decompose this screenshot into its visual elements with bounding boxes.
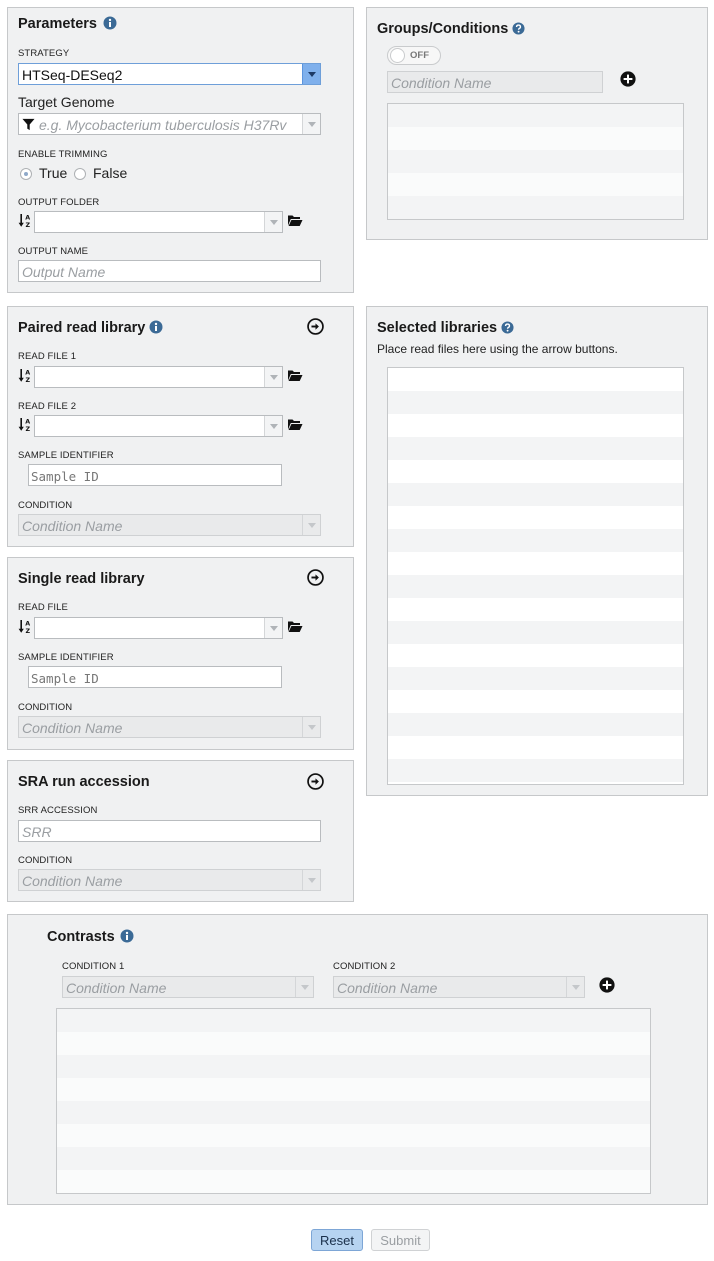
selected-help-text: Place read files here using the arrow buttons. (377, 342, 618, 356)
read-file-label: READ FILE (18, 602, 68, 613)
folder-open-icon[interactable] (287, 214, 303, 227)
grid-row (388, 173, 683, 196)
grid-row (57, 1147, 650, 1170)
contrasts-title: Contrasts (47, 929, 115, 945)
question-icon[interactable] (501, 321, 514, 334)
chevron-down-icon[interactable] (302, 64, 320, 84)
grid-row (57, 1170, 650, 1193)
trimming-false-radio[interactable] (74, 168, 86, 180)
grid-row (57, 1009, 650, 1032)
chevron-down-icon[interactable] (264, 416, 282, 436)
sample-id-input[interactable] (28, 666, 282, 688)
condition-2-placeholder: Condition Name (337, 980, 438, 996)
output-name-label: OUTPUT NAME (18, 246, 89, 257)
target-genome-select[interactable] (18, 113, 321, 135)
grid-row (388, 391, 683, 414)
grid-row (57, 1124, 650, 1147)
strategy-label: STRATEGY (18, 48, 70, 59)
read-file-2-label: READ FILE 2 (18, 401, 77, 412)
folder-open-icon[interactable] (287, 369, 303, 382)
output-folder-label: OUTPUT FOLDER (18, 197, 100, 208)
arrow-right-circle-icon[interactable] (307, 773, 324, 790)
strategy-value: HTSeq-DESeq2 (22, 67, 123, 83)
grid-row (388, 690, 683, 713)
question-icon[interactable] (512, 22, 525, 35)
srr-placeholder: SRR (22, 824, 52, 840)
grid-row (388, 437, 683, 460)
grid-row (388, 529, 683, 552)
chevron-down-icon[interactable] (566, 977, 584, 997)
toggle-text: OFF (410, 50, 429, 61)
strategy-select[interactable] (18, 63, 321, 85)
condition-2-label: CONDITION 2 (333, 961, 396, 972)
srr-accession-label: SRR ACCESSION (18, 805, 98, 816)
grid-row (388, 196, 683, 219)
contrasts-grid (56, 1008, 651, 1194)
trimming-true-radio[interactable] (20, 168, 32, 180)
read-file-1-select[interactable] (34, 366, 283, 388)
contrasts-panel (7, 914, 708, 1205)
parameters-title: Parameters (18, 16, 97, 32)
chevron-down-icon[interactable] (264, 618, 282, 638)
sra-condition-select[interactable] (18, 869, 321, 891)
sort-alpha-icon[interactable] (18, 213, 32, 228)
chevron-down-icon[interactable] (264, 367, 282, 387)
grid-row (388, 104, 683, 127)
trimming-label: ENABLE TRIMMING (18, 149, 108, 160)
chevron-down-icon[interactable] (302, 717, 320, 737)
output-name-placeholder: Output Name (22, 264, 106, 280)
grid-row (388, 414, 683, 437)
grid-row (388, 127, 683, 150)
grid-row (388, 552, 683, 575)
chevron-down-icon[interactable] (302, 114, 320, 134)
grid-row (388, 506, 683, 529)
grid-row (57, 1032, 650, 1055)
sample-id-placeholder: Sample ID (31, 469, 99, 484)
output-name-input[interactable] (18, 260, 321, 282)
chevron-down-icon[interactable] (302, 870, 320, 890)
condition-placeholder: Condition Name (22, 873, 123, 889)
condition-1-select[interactable] (62, 976, 314, 998)
read-file-1-label: READ FILE 1 (18, 351, 77, 362)
add-contrast-icon[interactable] (599, 977, 615, 993)
grid-row (57, 1055, 650, 1078)
read-file-2-select[interactable] (34, 415, 283, 437)
grid-row (388, 667, 683, 690)
sort-alpha-icon[interactable] (18, 619, 32, 634)
grid-row (388, 759, 683, 782)
grid-row (388, 150, 683, 173)
info-icon[interactable] (103, 16, 117, 30)
folder-open-icon[interactable] (287, 418, 303, 431)
sample-id-placeholder: Sample ID (31, 671, 99, 686)
output-folder-select[interactable] (34, 211, 283, 233)
sample-identifier-label: SAMPLE IDENTIFIER (18, 652, 114, 663)
sort-alpha-icon[interactable] (18, 368, 32, 383)
group-condition-input[interactable] (387, 71, 603, 93)
reset-button[interactable]: Reset (311, 1229, 363, 1251)
condition-label: CONDITION (18, 855, 73, 866)
folder-open-icon[interactable] (287, 620, 303, 633)
sample-identifier-label: SAMPLE IDENTIFIER (18, 450, 114, 461)
group-condition-placeholder: Condition Name (391, 75, 492, 91)
single-condition-select[interactable] (18, 716, 321, 738)
info-icon[interactable] (149, 320, 163, 334)
chevron-down-icon[interactable] (302, 515, 320, 535)
grid-row (57, 1078, 650, 1101)
condition-label: CONDITION (18, 500, 73, 511)
info-icon[interactable] (120, 929, 134, 943)
chevron-down-icon[interactable] (295, 977, 313, 997)
add-condition-icon[interactable] (620, 71, 636, 87)
trimming-true-label[interactable]: True (39, 165, 68, 181)
parameters-panel (7, 7, 354, 293)
groups-title: Groups/Conditions (377, 21, 509, 37)
srr-input[interactable] (18, 820, 321, 842)
grid-row (388, 782, 683, 785)
grid-row (388, 460, 683, 483)
single-title: Single read library (18, 571, 145, 587)
condition-2-select[interactable] (333, 976, 585, 998)
paired-title: Paired read library (18, 320, 146, 336)
filter-icon (22, 118, 35, 131)
paired-condition-select[interactable] (18, 514, 321, 536)
sra-panel (7, 760, 354, 902)
chevron-down-icon[interactable] (264, 212, 282, 232)
sample-id-input[interactable] (28, 464, 282, 486)
selected-title: Selected libraries (377, 320, 498, 336)
grid-row (388, 598, 683, 621)
selected-libraries-grid (387, 367, 684, 785)
sort-alpha-icon[interactable] (18, 417, 32, 432)
grid-row (388, 736, 683, 759)
condition-label: CONDITION (18, 702, 73, 713)
condition-placeholder: Condition Name (22, 720, 123, 736)
arrow-right-circle-icon[interactable] (307, 569, 324, 586)
arrow-right-circle-icon[interactable] (307, 318, 324, 335)
condition-1-placeholder: Condition Name (66, 980, 167, 996)
target-genome-placeholder: e.g. Mycobacterium tuberculosis H37Rv (39, 117, 287, 133)
trimming-false-label[interactable]: False (93, 165, 128, 181)
sra-title: SRA run accession (18, 774, 150, 790)
single-library-panel (7, 557, 354, 750)
condition-1-label: CONDITION 1 (62, 961, 125, 972)
grid-row (388, 575, 683, 598)
grid-row (388, 483, 683, 506)
grid-row (388, 713, 683, 736)
target-genome-label: Target Genome (18, 94, 115, 110)
condition-placeholder: Condition Name (22, 518, 123, 534)
groups-toggle[interactable] (387, 46, 441, 65)
submit-button[interactable]: Submit (371, 1229, 430, 1251)
selected-libraries-panel (366, 306, 708, 796)
toggle-knob (390, 48, 405, 63)
grid-row (388, 368, 683, 391)
grid-row (388, 621, 683, 644)
read-file-select[interactable] (34, 617, 283, 639)
conditions-grid (387, 103, 684, 220)
grid-row (388, 644, 683, 667)
grid-row (57, 1101, 650, 1124)
groups-panel (366, 7, 708, 240)
paired-library-panel (7, 306, 354, 547)
